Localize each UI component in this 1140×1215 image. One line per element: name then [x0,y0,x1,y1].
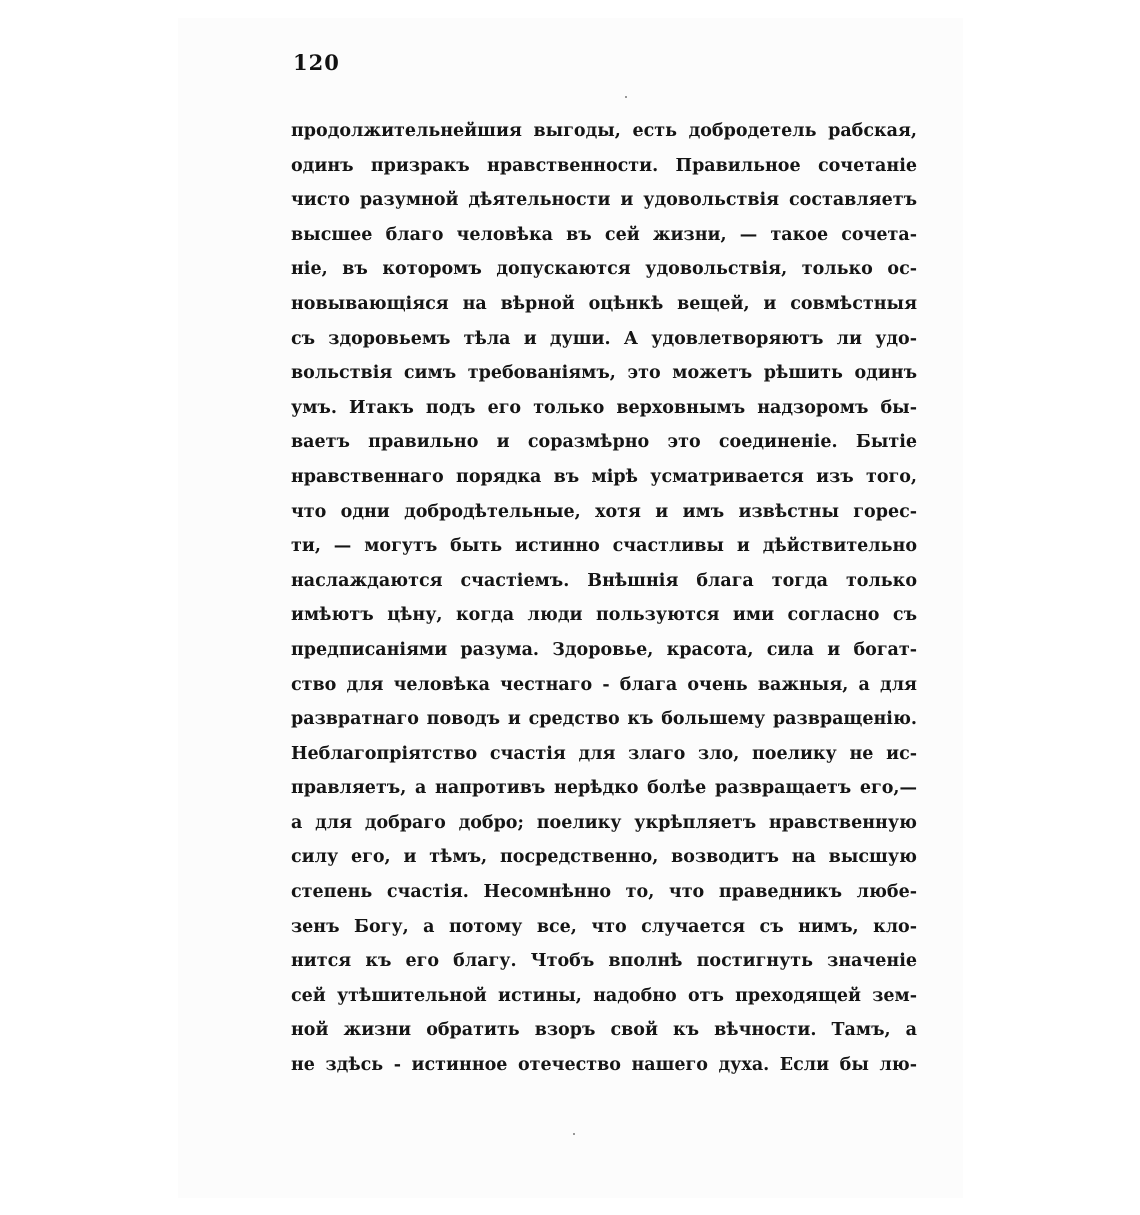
text-line: не здѣсь - истинное отечество нашего духа. Если бы лю- [291,1055,917,1076]
text-line: продолжительнейшия выгоды, есть добродетель рабская, [291,121,917,141]
text-line: правляетъ, а напротивъ нерѣдко болѣе развращаетъ его,— [291,778,917,799]
text-line: ство для человѣка честнаго - блага очень важныя, а для [291,674,917,695]
text-line: чисто разумной дѣятельности и удовольствія составляетъ [291,190,917,211]
scan-speck [625,96,627,98]
text-line: умъ. Итакъ подъ его только верховнымъ надзоромъ бы- [291,397,917,418]
text-line: имѣютъ цѣну, когда люди пользуются ими согласно съ [291,605,917,626]
text-line: нравственнаго порядка въ мірѣ усматривается изъ того, [291,466,917,487]
text-line: сей утѣшительной истины, надобно отъ преходящей зем- [291,985,917,1006]
text-line: высшее благо человѣка въ сей жизни, — такое сочета- [291,224,917,245]
text-line: одинъ призракъ нравственности. Правильное сочетаніе [291,155,917,176]
body-text [291,114,917,1083]
text-line: что одни добродѣтельные, хотя и имъ извѣстны горес- [291,501,917,522]
text-line: вольствія симъ требованіямъ, это можетъ рѣшить одинъ [291,363,917,384]
text-line: наслаждаются счастіемъ. Внѣшнія блага тогда только [291,570,917,591]
text-line: ваетъ правильно и соразмѣрно это соединеніе. Бытіе [291,432,917,453]
text-line: Неблагопріятство счастія для злаго зло, поелику не ис- [291,743,917,764]
text-line: ти, — могутъ быть истинно счастливы и дѣйствительно [291,536,917,557]
text-line: степень счастія. Несомнѣнно то, что праведникъ любе- [291,882,917,903]
text-line: развратнаго поводъ и средство къ большему развращенію. [291,709,917,730]
page-number: 120 [293,50,340,75]
text-line: съ здоровьемъ тѣла и души. А удовлетворяютъ ли удо- [291,328,917,349]
text-line: ной жизни обратить взоръ свой къ вѣчности. Тамъ, а [291,1020,917,1041]
text-line: а для добраго добро; поелику укрѣпляетъ нравственную [291,812,917,833]
text-line: силу его, и тѣмъ, посредственно, возводитъ на высшую [291,847,917,868]
text-line: предписаніями разума. Здоровье, красота, сила и богат- [291,639,917,660]
text-line: зенъ Богу, а потому все, что случается съ нимъ, кло- [291,916,917,937]
text-line: нится къ его благу. Чтобъ вполнѣ постигнуть значеніе [291,951,917,972]
text-line: ніе, въ которомъ допускаются удовольствія, только ос- [291,259,917,280]
text-line: новывающіяся на вѣрной оцѣнкѣ вещей, и совмѣстныя [291,293,917,314]
scan-speck [573,1133,575,1135]
